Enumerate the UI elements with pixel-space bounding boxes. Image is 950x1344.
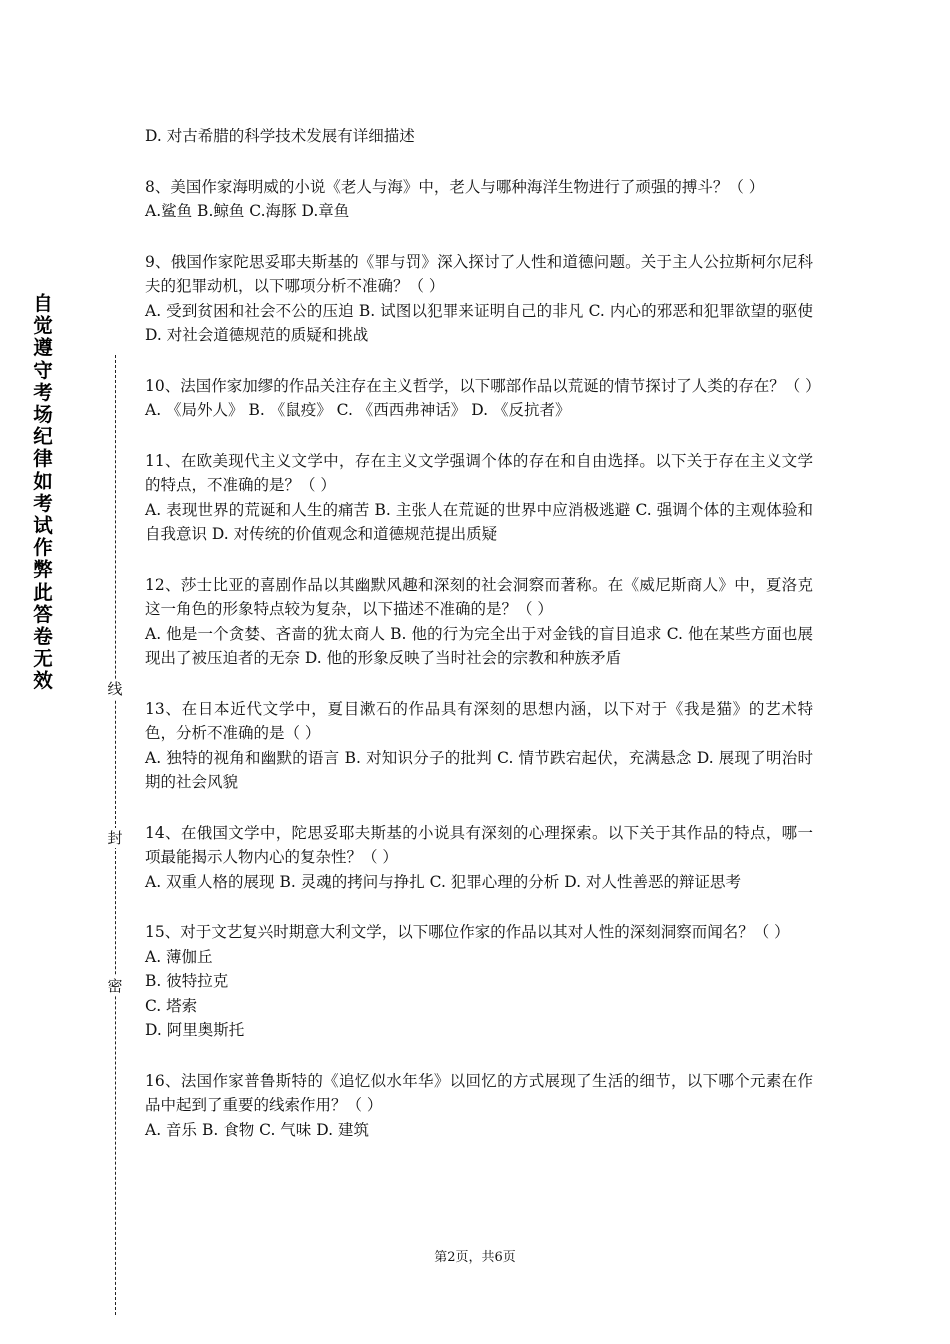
warning-char: 答: [33, 602, 53, 626]
question-item: [145, 920, 813, 1043]
question-options: A. 双重人格的展现 B. 灵魂的拷问与挣扎 C. 犯罪心理的分析 D. 对人性善恶的辩证思考: [145, 872, 741, 891]
warning-char: 考: [33, 491, 53, 515]
question-options: A. 受到贫困和社会不公的压迫 B. 试图以犯罪来证明自己的非凡 C. 内心的邪恶和犯罪欲望的驱使 D. 对社会道德规范的质疑和挑战: [145, 301, 813, 344]
question-item: [145, 1069, 813, 1143]
question-options: A. 独特的视角和幽默的语言 B. 对知识分子的批判 C. 情节跌宕起伏，充满悬念 D. 展现了明治时期的社会风貌: [145, 748, 813, 791]
warning-char: 自: [33, 292, 53, 315]
question-item: [145, 449, 813, 547]
question-stem: 10、法国作家加缪的作品关注存在主义哲学，以下哪部作品以荒诞的情节探讨了人类的存在？（ ）: [145, 376, 821, 395]
exam-discipline-warning: [28, 293, 58, 693]
warning-char: 弊: [33, 558, 53, 582]
question-options: A. 《局外人》 B. 《鼠疫》 C. 《西西弗神话》 D. 《反抗者》: [145, 401, 571, 419]
warning-char: 场: [33, 403, 53, 427]
question-stem: 8、美国作家海明威的小说《老人与海》中，老人与哪种海洋生物进行了顽强的搏斗？（ ）: [145, 177, 765, 196]
question-item: [145, 573, 813, 671]
warning-char: 遵: [33, 336, 53, 360]
question-options: A. 薄伽丘: [145, 947, 213, 966]
warning-char: 试: [33, 514, 53, 538]
warning-char: 无: [33, 647, 53, 671]
page-number: 第2页，共6页: [434, 1250, 516, 1265]
question-7-tail: [145, 124, 813, 149]
warning-char: 纪: [33, 425, 53, 449]
question-list: [145, 175, 821, 1143]
question-item: [145, 697, 813, 795]
question-stem: 14、在俄国文学中，陀思妥耶夫斯基的小说具有深刻的心理探索。以下关于其作品的特点，哪一项最能揭示人物内心的复杂性？（ ）: [145, 823, 813, 866]
seal-label-seal: 封: [104, 828, 126, 848]
question-options: B. 彼特拉克: [145, 972, 229, 990]
seal-label-line: 线: [104, 679, 126, 699]
question-content: [145, 124, 821, 1168]
question-stem: 9、俄国作家陀思妥耶夫斯基的《罪与罚》深入探讨了人性和道德问题。关于主人公拉斯柯尔尼科夫的犯罪动机，以下哪项分析不准确？（ ）: [145, 252, 813, 295]
question-item: [145, 175, 813, 224]
warning-char: 效: [33, 669, 53, 693]
question-stem: 11、在欧美现代主义文学中，存在主义文学强调个体的存在和自由选择。以下关于存在主义文学的特点，不准确的是？（ ）: [145, 451, 813, 494]
question-stem: 13、在日本近代文学中，夏目漱石的作品具有深刻的思想内涵，以下对于《我是猫》的艺术特色，分析不准确的是（ ）: [145, 699, 813, 742]
question-item: [145, 374, 821, 423]
question-item: [145, 821, 813, 895]
question-options: A. 他是一个贪婪、吝啬的犹太商人 B. 他的行为完全出于对金钱的盲目追求 C. 他在某些方面也展现出了被压迫者的无奈 D. 他的形象反映了当时社会的宗教和种族矛盾: [145, 624, 813, 667]
question-options: A. 音乐 B. 食物 C. 气味 D. 建筑: [145, 1120, 369, 1139]
question-options: C. 塔索: [145, 996, 198, 1015]
warning-char: 卷: [33, 625, 53, 649]
warning-char: 律: [33, 447, 53, 471]
warning-char: 考: [33, 380, 53, 404]
warning-char: 守: [33, 358, 53, 382]
question-item: [145, 250, 813, 348]
warning-char: 作: [33, 536, 53, 560]
warning-char: 此: [33, 580, 53, 604]
question-options: A.鲨鱼 B.鲸鱼 C.海豚 D.章鱼: [145, 202, 350, 220]
question-stem: 12、莎士比亚的喜剧作品以其幽默风趣和深刻的社会洞察而著称。在《威尼斯商人》中，夏洛克这一角色的形象特点较为复杂，以下描述不准确的是？（ ）: [145, 575, 813, 618]
option-line: D. 对古希腊的科学技术发展有详细描述: [145, 127, 415, 145]
seal-label-secret: 密: [104, 976, 126, 996]
question-options: A. 表现世界的荒诞和人生的痛苦 B. 主张人在荒诞的世界中应消极逃避 C. 强调个体的主观体验和自我意识 D. 对传统的价值观念和道德规范提出质疑: [145, 500, 813, 543]
question-options: D. 阿里奥斯托: [145, 1021, 245, 1039]
warning-char: 如: [33, 469, 53, 493]
question-stem: 15、对于文艺复兴时期意大利文学，以下哪位作家的作品以其对人性的深刻洞察而闻名？（ ）: [145, 923, 790, 941]
question-stem: 16、法国作家普鲁斯特的《追忆似水年华》以回忆的方式展现了生活的细节，以下哪个元素在作品中起到了重要的线索作用？（ ）: [145, 1071, 813, 1114]
warning-char: 觉: [33, 314, 53, 338]
